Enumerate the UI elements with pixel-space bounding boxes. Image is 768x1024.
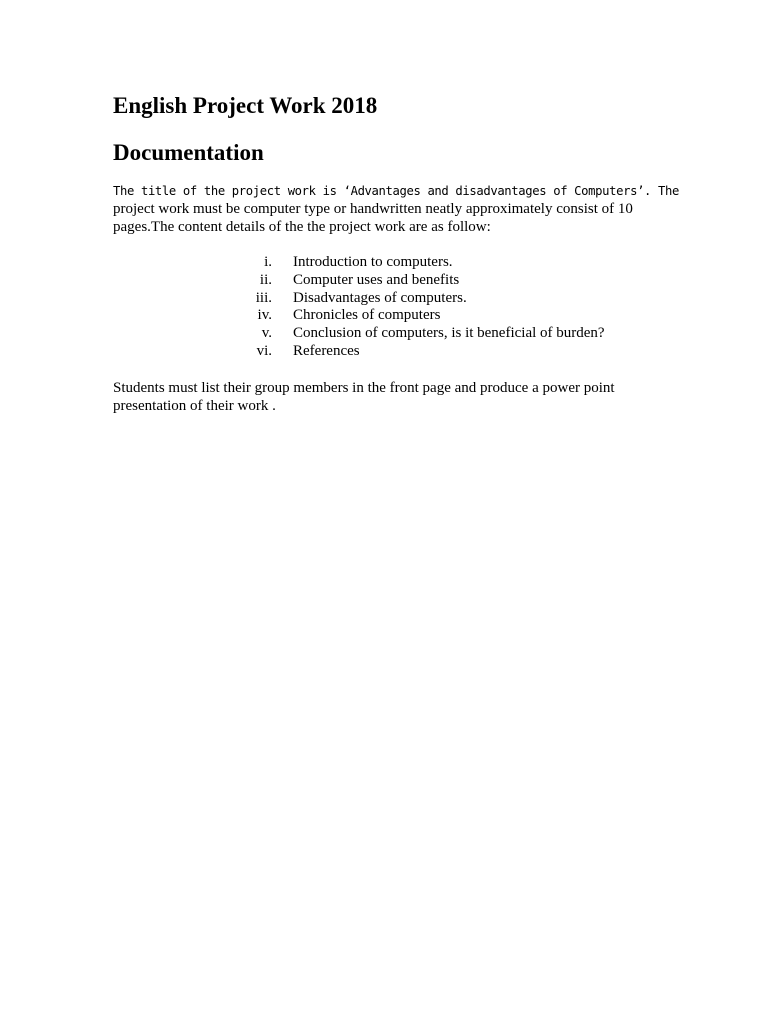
closing-line: presentation of their work . bbox=[113, 398, 276, 414]
intro-paragraph bbox=[113, 182, 679, 236]
list-item-text: Chronicles of computers bbox=[293, 307, 441, 324]
list-item bbox=[230, 254, 605, 272]
list-item-numeral: vi. bbox=[256, 342, 272, 359]
list-item bbox=[230, 290, 605, 308]
closing-line: Students must list their group members in the front page and produce a power point bbox=[113, 380, 615, 396]
section-heading: Documentation bbox=[113, 140, 264, 165]
contents-list bbox=[230, 254, 605, 361]
list-item-numeral: v. bbox=[261, 325, 272, 342]
list-item-numeral: iii. bbox=[255, 289, 272, 306]
list-item bbox=[230, 325, 605, 343]
document-title: English Project Work 2018 bbox=[113, 93, 378, 118]
list-item-text: Disadvantages of computers. bbox=[293, 289, 467, 306]
intro-line: The title of the project work is ‘Advantages and disadvantages of Computers’. The bbox=[113, 184, 679, 198]
list-item-text: References bbox=[293, 342, 360, 359]
list-item-text: Introduction to computers. bbox=[293, 254, 453, 270]
list-item bbox=[230, 272, 605, 290]
list-item-text: Conclusion of computers, is it beneficial of burden? bbox=[293, 325, 605, 342]
list-item-numeral: iv. bbox=[257, 307, 272, 324]
list-item-numeral: ii. bbox=[259, 271, 272, 288]
list-item bbox=[230, 307, 605, 325]
list-item bbox=[230, 343, 605, 361]
intro-line: project work must be computer type or handwritten neatly approximately consist of 10 bbox=[113, 201, 633, 217]
closing-paragraph bbox=[113, 379, 653, 415]
list-item-text: Computer uses and benefits bbox=[293, 271, 460, 288]
intro-line: pages.The content details of the the project work are as follow: bbox=[113, 219, 491, 235]
list-item-numeral: i. bbox=[264, 254, 272, 270]
